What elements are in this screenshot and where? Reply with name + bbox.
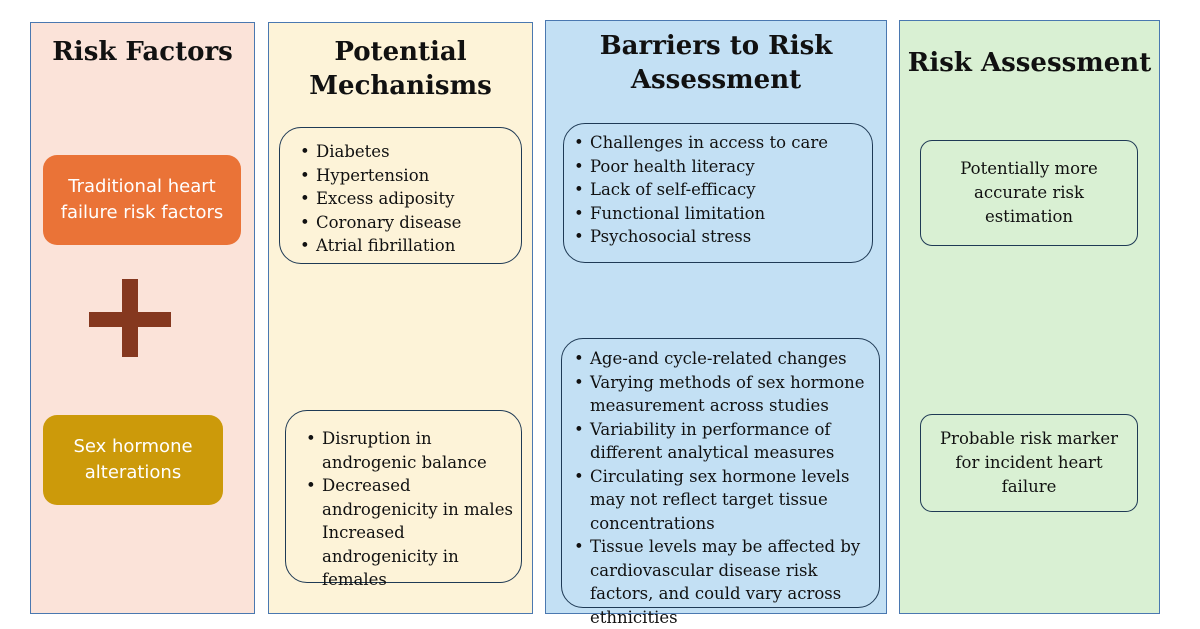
- list-item: • Age-and cycle-related changes: [568, 347, 875, 371]
- mechanisms-bottom-box: [285, 410, 522, 589]
- list-item: • Excess adiposity: [294, 187, 515, 211]
- list-item: • Circulating sex hormone levels may not reflect target tissue concentrations: [568, 465, 875, 536]
- list-item: • Poor health literacy: [568, 155, 866, 179]
- plus-icon: [89, 279, 171, 357]
- list-item: • Diabetes: [294, 140, 515, 164]
- list-item: • Coronary disease: [294, 211, 515, 235]
- barriers-column: [545, 20, 887, 627]
- list-item: • Hypertension: [294, 164, 515, 188]
- risk-assessment-column: [899, 20, 1160, 614]
- sex-hormone-alterations-pill: Sex hormone alterations: [43, 415, 223, 505]
- mechanisms-top-box: [279, 127, 522, 264]
- barriers-title: Barriers to Risk Assessment: [599, 31, 833, 95]
- list-item: • Lack of self-efficacy: [568, 178, 866, 202]
- mechanisms-title-text: Potential Mechanisms: [309, 37, 492, 101]
- list-item: • Disruption in androgenic balance: [300, 427, 515, 474]
- risk-marker-box: Probable risk marker for incident heart failure: [920, 414, 1138, 512]
- accurate-risk-estimation-box: Potentially more accurate risk estimation: [920, 140, 1138, 246]
- list-item: • Atrial fibrillation: [294, 234, 515, 258]
- list-item: • Challenges in access to care: [568, 131, 866, 155]
- risk-factors-title: Risk Factors: [52, 37, 233, 67]
- list-item: • Functional limitation: [568, 202, 866, 226]
- risk-factors-column: [30, 22, 255, 614]
- barriers-top-box: [563, 123, 873, 263]
- potential-mechanisms-column: [268, 22, 533, 614]
- risk-assessment-title: Risk Assessment: [907, 48, 1152, 78]
- list-item: • Tissue levels may be affected by cardiovascular disease risk factors, and could vary across ethnicities: [568, 535, 875, 629]
- traditional-risk-factors-pill: Traditional heart failure risk factors: [43, 155, 241, 245]
- list-item: • Psychosocial stress: [568, 225, 866, 249]
- list-item: • Varying methods of sex hormone measurement across studies: [568, 371, 875, 418]
- barriers-bottom-box: [561, 338, 880, 627]
- list-item: • Decreased androgenicity in males Increased androgenicity in females: [300, 474, 515, 592]
- list-item: • Variability in performance of different analytical measures: [568, 418, 875, 465]
- mechanisms-title: [269, 35, 532, 103]
